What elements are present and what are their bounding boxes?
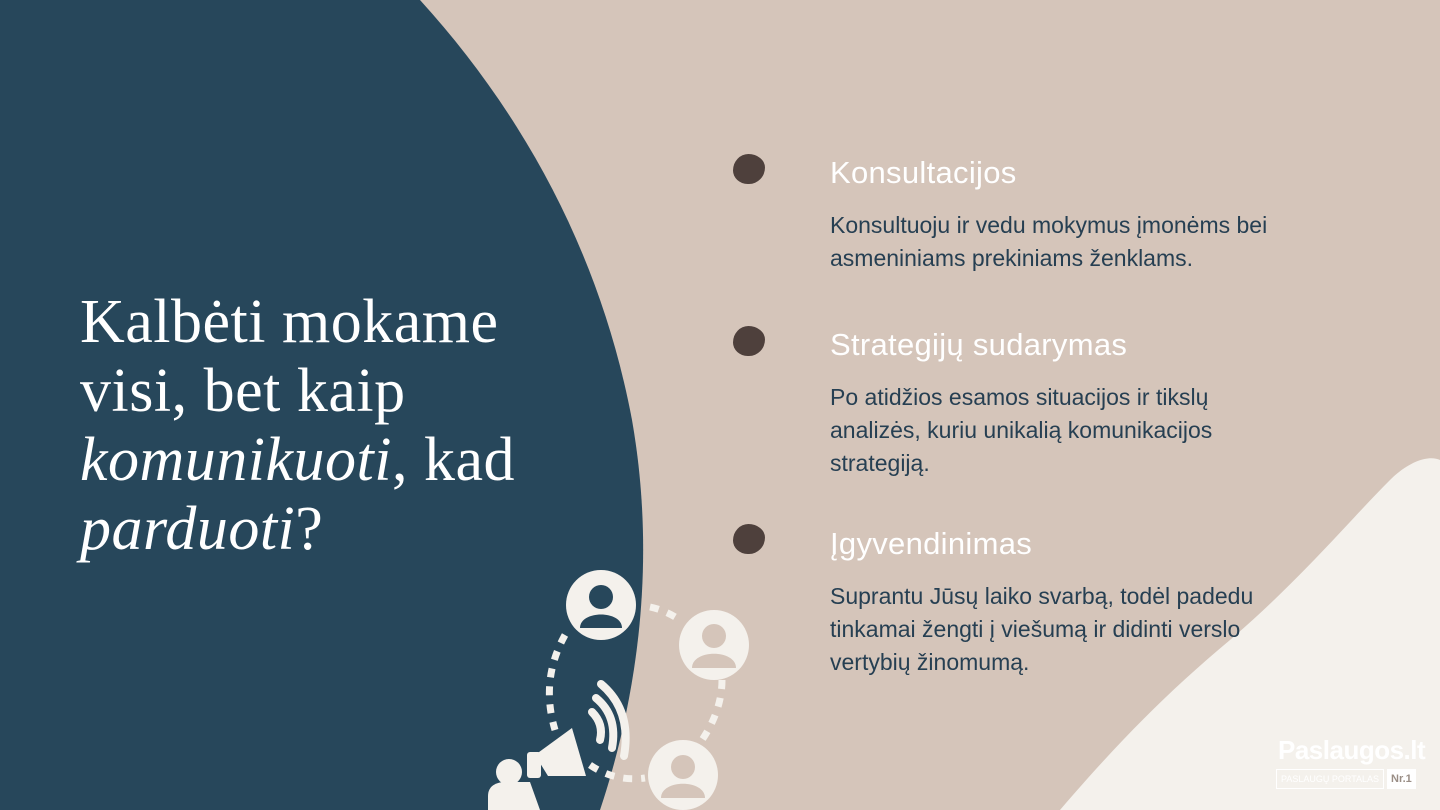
service-text: Po atidžios esamos situacijos ir tikslų analizės, kuriu unikalią komunikacijos strategiją. bbox=[830, 384, 1213, 476]
watermark-badge: Nr.1 bbox=[1387, 769, 1416, 789]
service-item-implementation bbox=[830, 526, 1300, 679]
megaphone-icon bbox=[488, 728, 586, 810]
signal-waves-icon bbox=[592, 684, 626, 756]
person-icon bbox=[679, 610, 749, 680]
watermark-subtitle: PASLAUGŲ PORTALAS bbox=[1276, 769, 1384, 789]
paslaugos-watermark bbox=[1270, 735, 1426, 795]
headline: Kalbėti mokame visi, bet kaip komunikuoti, kad parduoti? bbox=[80, 288, 516, 563]
person-icon bbox=[648, 740, 718, 810]
service-text: Suprantu Jūsų laiko svarbą, todėl padedu tinkamai žengti į viešumą ir didinti verslo vertybių žinomumą. bbox=[830, 583, 1254, 675]
service-title: Įgyvendinimas bbox=[830, 526, 1033, 561]
service-text: Konsultuoju ir vedu mokymus įmonėms bei asmeniniams prekiniams ženklams. bbox=[830, 212, 1268, 271]
service-title: Konsultacijos bbox=[830, 155, 1017, 190]
person-icon bbox=[566, 570, 636, 640]
service-item-strategy bbox=[830, 327, 1300, 480]
communication-illustration bbox=[470, 560, 770, 810]
service-title: Strategijų sudarymas bbox=[830, 327, 1128, 362]
service-item-consulting bbox=[830, 155, 1300, 275]
watermark-title: Paslaugos.lt bbox=[1278, 735, 1426, 765]
